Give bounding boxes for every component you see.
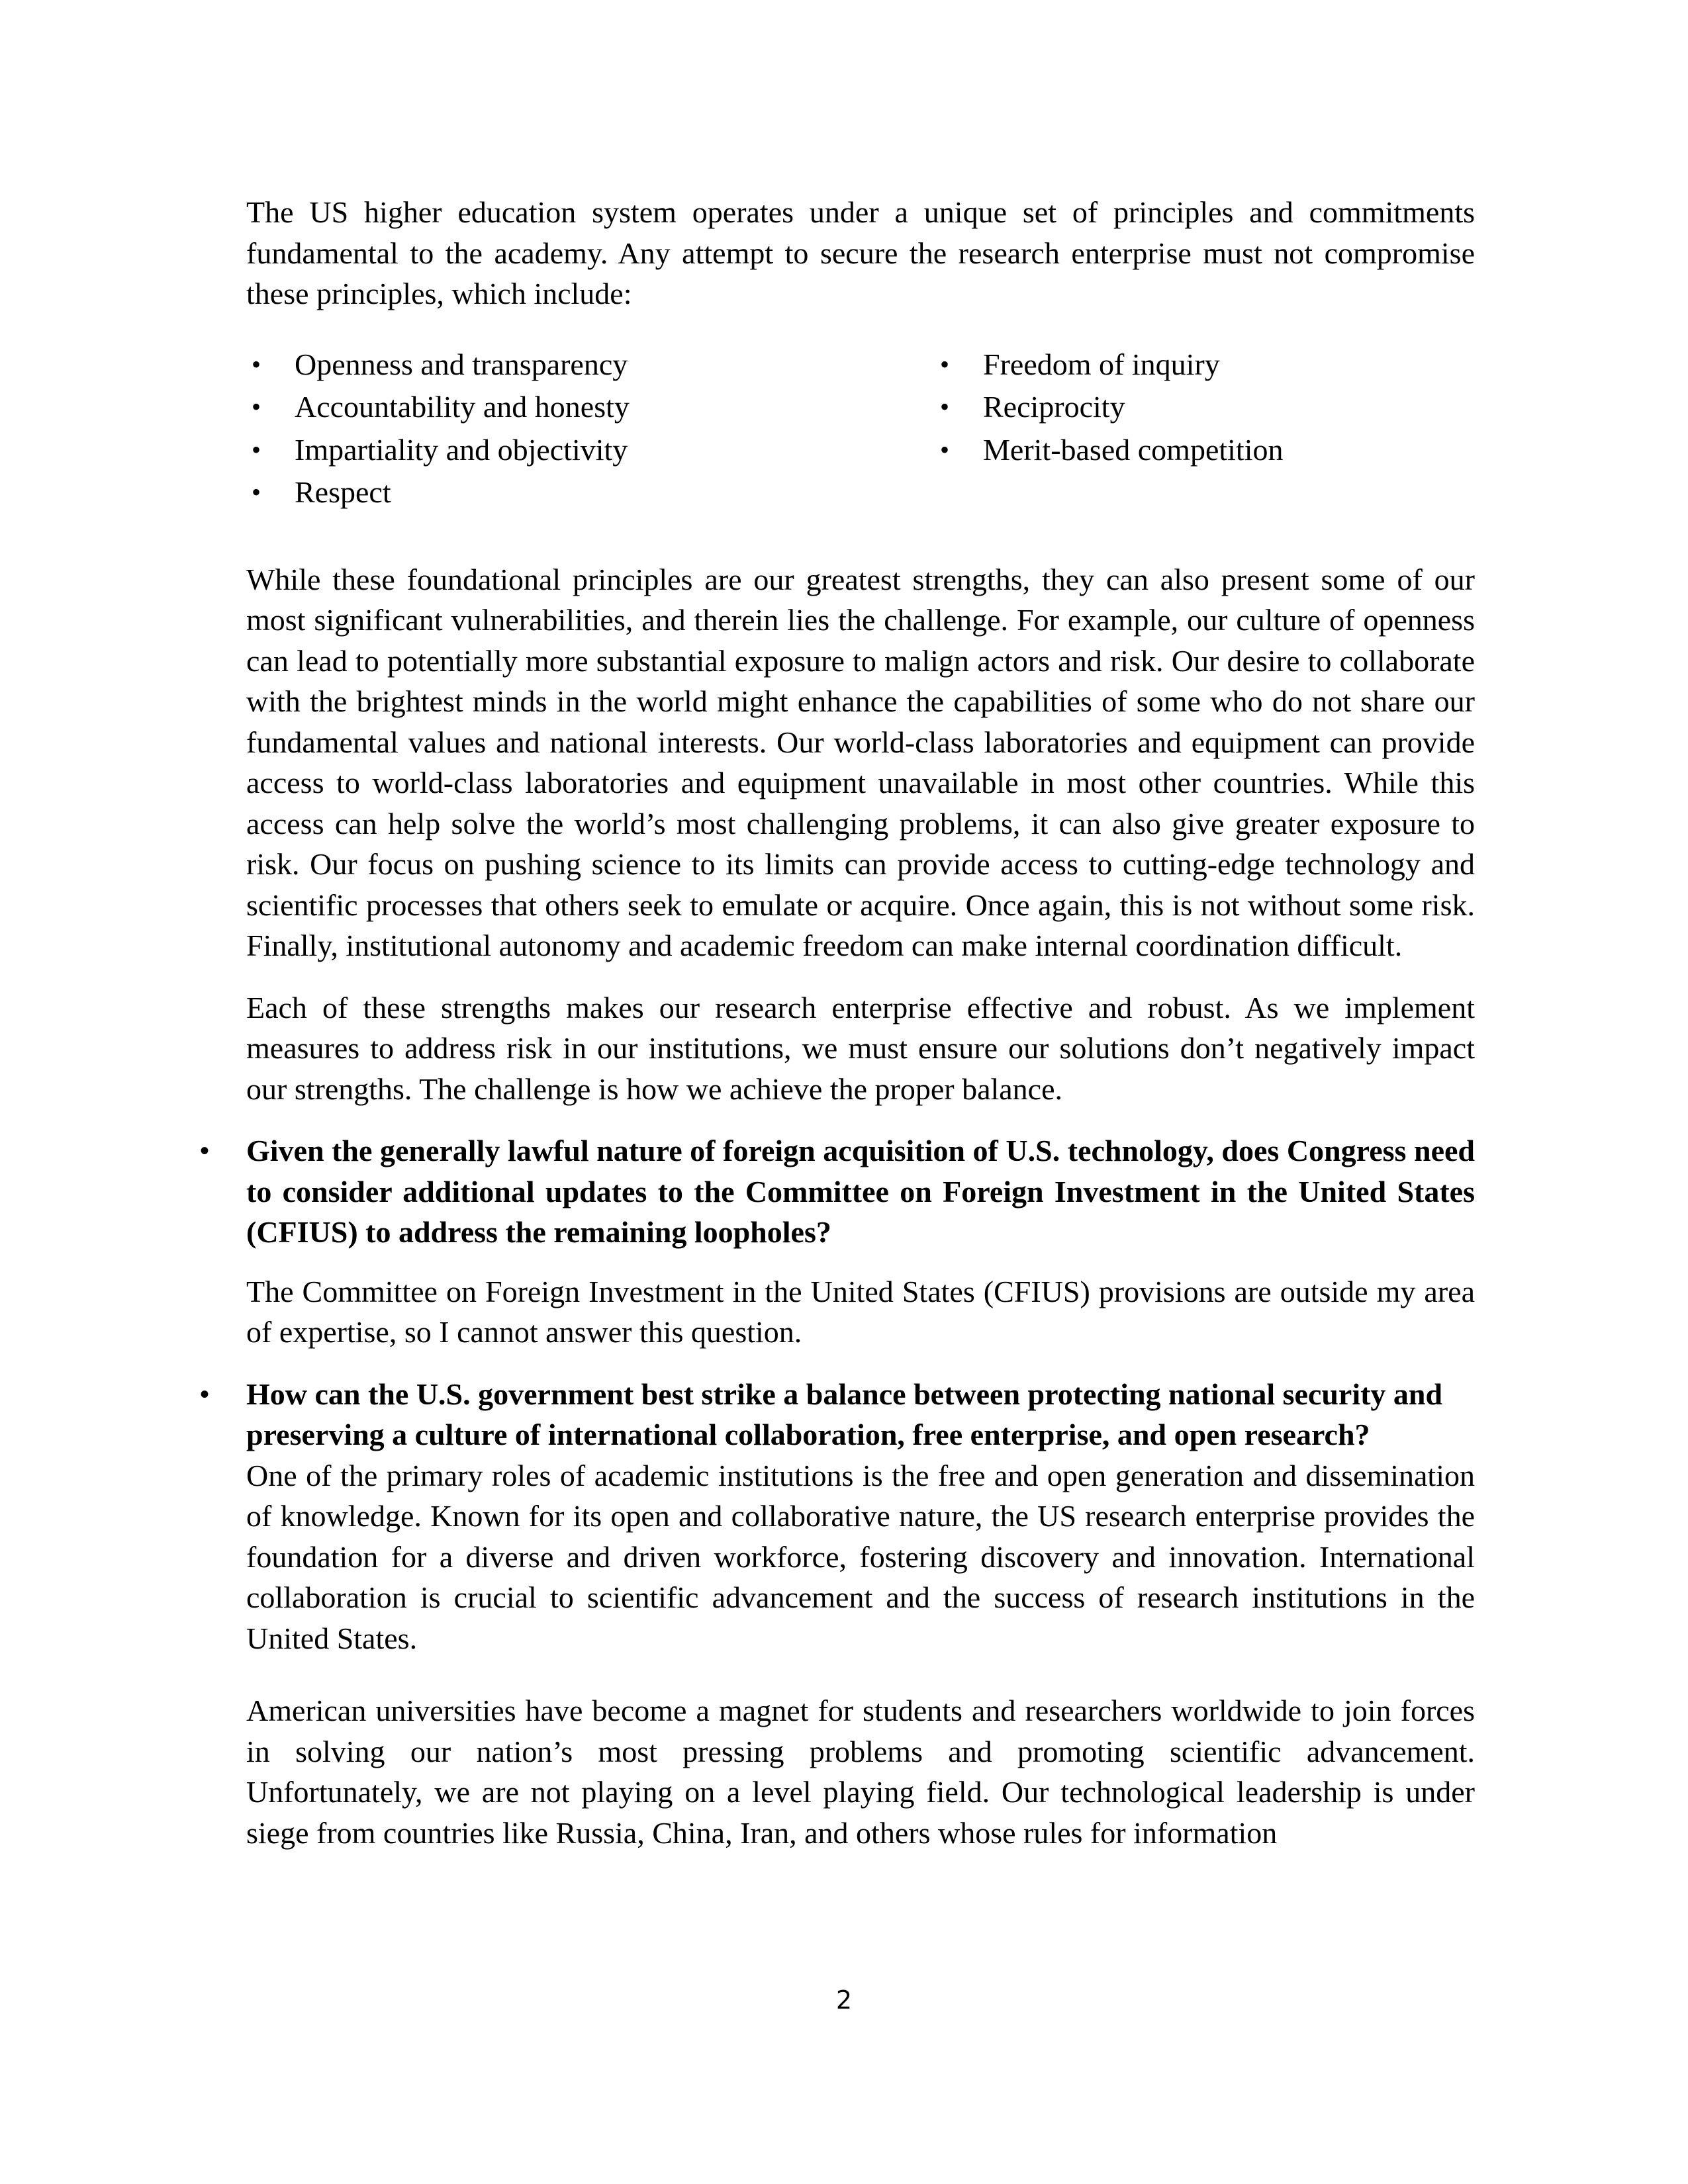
principle-item: • Accountability and honesty: [246, 386, 935, 429]
bullet-icon: •: [200, 1379, 210, 1409]
question-cfius: [200, 1130, 1475, 1253]
principle-item: • Impartiality and objectivity: [246, 429, 935, 472]
principle-item: • Freedom of inquiry: [935, 343, 1284, 387]
principle-item: • Merit-based competition: [935, 429, 1284, 472]
answer-paragraph: American universities have become a magnet for students and researchers worldwide to join forces in solving our nation’s most pressing problems and promoting scientific advancement. Unfortunately, we are not playing on a level playing field. Our technological leadership is under siege from countries like Russia, China, Iran, and others whose rules for information: [246, 1694, 1475, 1850]
principles-column-left: [246, 343, 935, 514]
principle-item: • Respect: [246, 471, 935, 514]
principle-item: • Openness and transparency: [246, 343, 935, 387]
answer-paragraph: One of the primary roles of academic institutions is the free and open generation and dissemination of knowledge. Known for its open and collaborative nature, the US research enterprise provides the foundation for a diverse and driven workforce, fostering discovery and innovation. International collaboration is crucial to scientific advancement and the success of research institutions in the United States.: [246, 1458, 1475, 1655]
bullet-icon: •: [200, 1136, 210, 1165]
document-page: [200, 192, 1475, 1853]
balance-paragraph: Each of these strengths makes our research enterprise effective and robust. As we implement measures to address risk in our institutions, we must ensure our solutions don’t negatively impact our strengths. The challenge is how we achieve the proper balance.: [246, 990, 1475, 1106]
question-balance: [200, 1374, 1475, 1455]
page-number: 2: [835, 1985, 853, 2015]
answer-paragraph: The Committee on Foreign Investment in the United States (CFIUS) provisions are outside my area of expertise, so I cannot answer this question.: [246, 1274, 1475, 1349]
principle-item: • Reciprocity: [935, 386, 1284, 429]
bullet-icon: •: [252, 477, 261, 507]
strengths-paragraph: While these foundational principles are our greatest strengths, they can also present some of our most significant vulnerabilities, and therein lies the challenge. For example, our culture of openness can lead to potentially more substantial exposure to malign actors and risk. Our desire to collaborate with the brightest minds in the world might enhance the capabilities of some who do not share our fundamental values and national interests. Our world-class laboratories and equipment can provide access to world-class laboratories and equipment unavailable in most other countries. While this access can help solve the world’s most challenging problems, it can also give greater exposure to risk. Our focus on pushing science to its limits can provide access to cutting-edge technology and scientific processes that others seek to emulate or acquire. Once again, this is not without some risk. Finally, institutional autonomy and academic freedom can make internal coordination difficult.: [246, 562, 1475, 962]
intro-paragraph: The US higher education system operates under a unique set of principles and commitments fundamental to the academy. Any attempt to secure the research enterprise must not compromise these principles, which include:: [246, 195, 1475, 310]
bullet-icon: •: [252, 434, 261, 465]
question-text: How can the U.S. government best strike a balance between protecting national security and preserving a culture of international collaboration, free enterprise, and open research?: [246, 1377, 1443, 1451]
bullet-icon: •: [940, 434, 950, 465]
bullet-icon: •: [940, 349, 950, 379]
principles-list: [246, 343, 1475, 514]
bullet-icon: •: [252, 392, 261, 422]
question-text: Given the generally lawful nature of foreign acquisition of U.S. technology, does Congress need to consider additional updates to the Committee on Foreign Investment in the United States (CFIUS) to address the remaining loopholes?: [246, 1134, 1475, 1249]
principles-column-right: [935, 343, 1284, 514]
bullet-icon: •: [940, 392, 950, 422]
bullet-icon: •: [252, 349, 261, 379]
